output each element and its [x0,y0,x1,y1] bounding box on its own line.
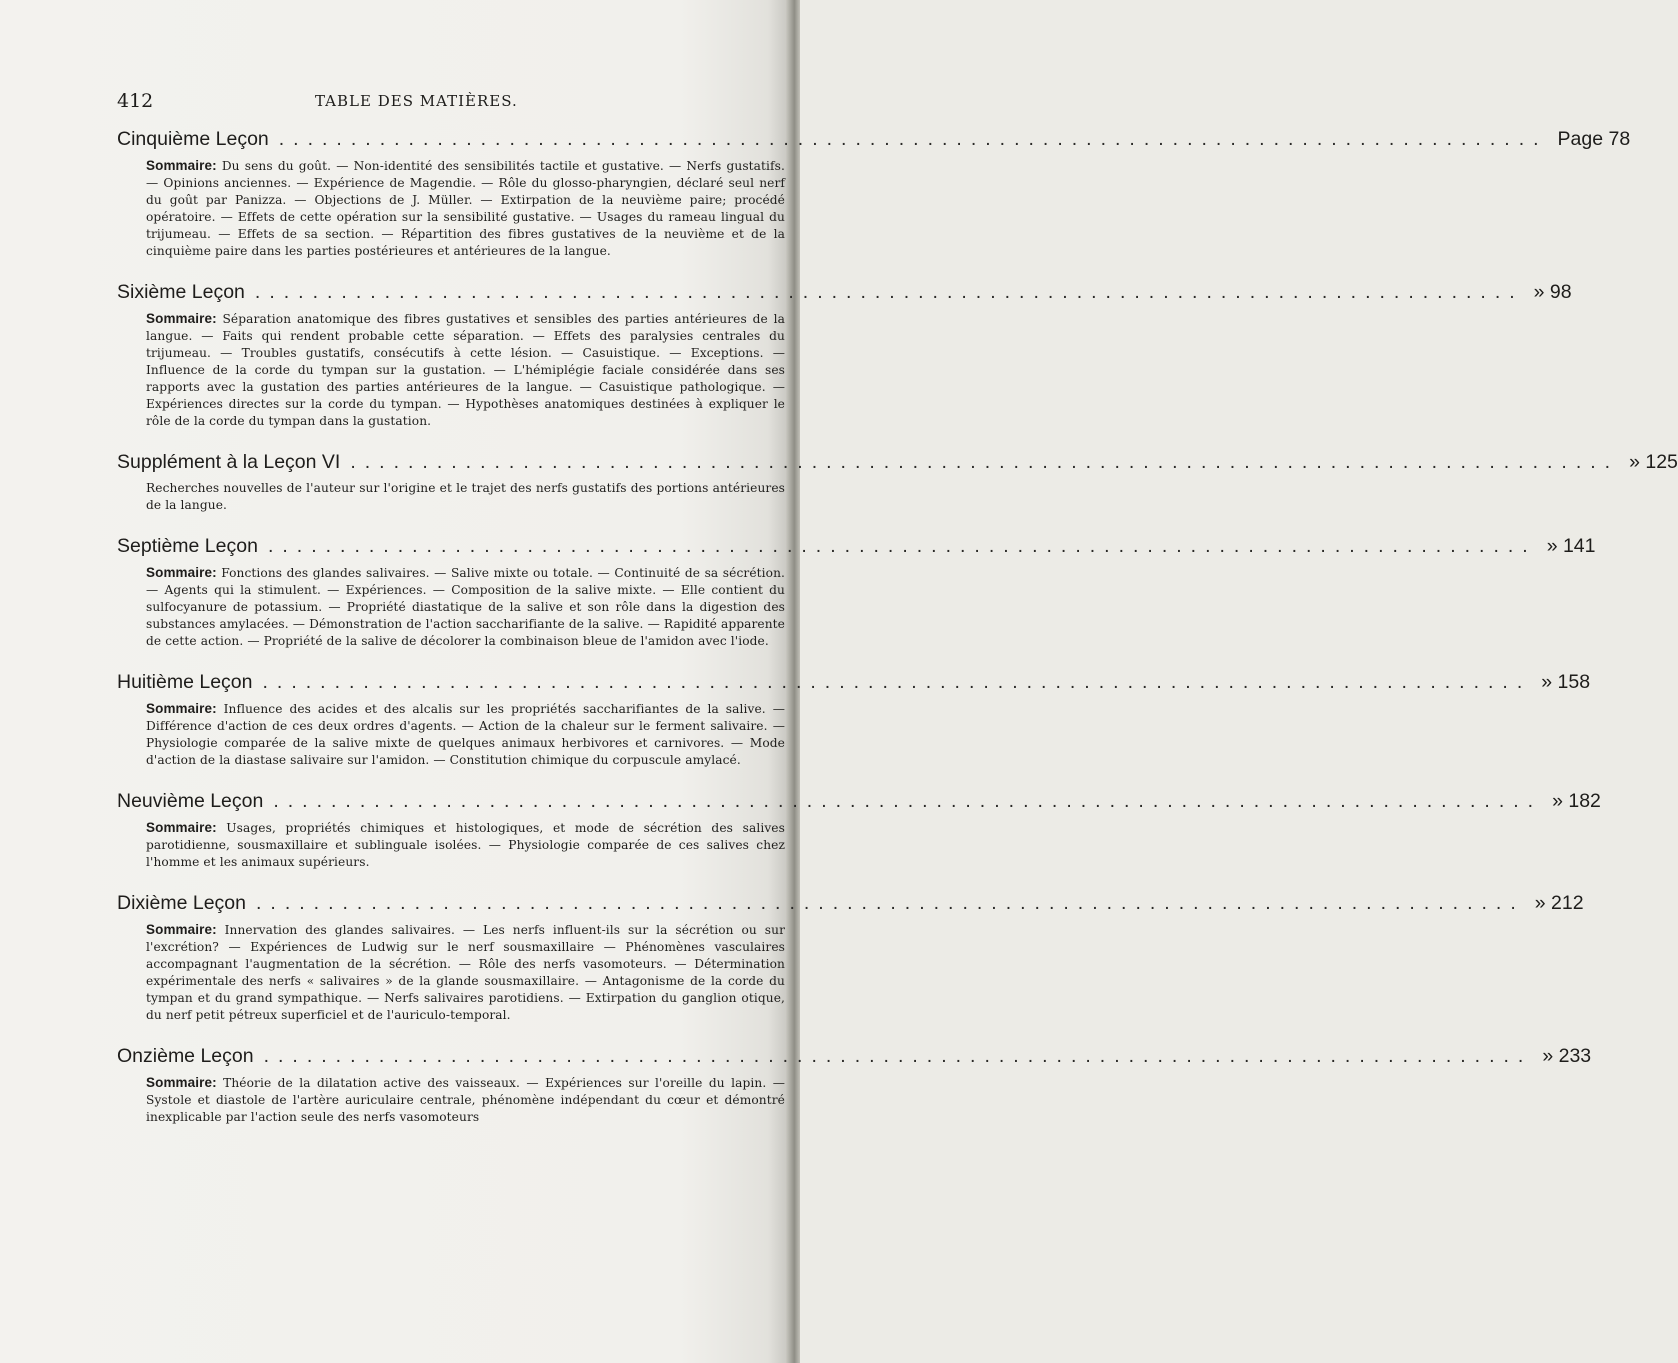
page-header [117,90,717,114]
entry-heading [117,669,1591,695]
entry-heading [117,533,1596,559]
dot-leader: ........................................................................................ [262,671,1532,693]
page-number: 412 [117,90,154,112]
summary-label: Sommaire: [146,820,217,835]
lesson-title: Septième Leçon [117,535,258,557]
table-of-contents [117,126,1678,1145]
lesson-summary [146,564,785,650]
toc-entry [117,890,1584,1024]
summary-label: Sommaire: [146,1075,217,1090]
summary-text: Influence des acides et des alcalis sur les propriétés saccharifiantes de la salive. — Différence d'action de ces deux ordres d'agents. — Action de la chaleur sur le ferment salivaire. — Physiologie comparée de la salive mixte de quelques animaux herbivores et carnivores. — Mode d'action de la diastase salivaire sur l'amidon. — Constitution chimique du corpuscule amylacé. [146,702,785,767]
summary-label: Sommaire: [146,922,217,937]
summary-text: Séparation anatomique des fibres gustatives et sensibles des parties antérieures de la langue. — Faits qui rendent probable cette séparation. — Effets des paralysies centrales du trijumeau. — Troubles gustatifs, consécutifs à cette lésion. — Casuistique. — Exceptions. — Influence de la corde du tympan sur la gustation. — L'hémiplégie faciale considérée dans ses rapports avec la gustation des parties antérieures de la langue. — Casuistique pathologique. — Expériences directes sur la corde du tympan. — Hypothèses anatomiques destinées à expliquer le rôle de la corde du tympan dans la gustation. [146,312,785,428]
summary-text: Recherches nouvelles de l'auteur sur l'origine et le trajet des nerfs gustatifs des portions antérieures de la langue. [146,481,785,512]
toc-entry [117,533,1596,650]
entry-heading [117,279,1572,305]
lesson-title: Dixième Leçon [117,892,246,914]
lesson-summary [146,310,785,430]
dot-leader: ........................................................................................ [255,892,1525,914]
entry-heading [117,126,1631,152]
page-reference: » 141 [1546,535,1596,557]
page-reference: » 233 [1542,1045,1592,1067]
page-reference: » 125 [1629,451,1678,473]
lesson-summary [146,1074,785,1126]
summary-label: Sommaire: [146,158,217,173]
running-title: TABLE DES MATIÈRES. [315,92,518,110]
toc-entry [117,669,1591,769]
toc-entry [117,126,1631,260]
toc-entry [117,449,1678,514]
lesson-summary [146,157,785,260]
entry-heading [117,788,1601,814]
summary-label: Sommaire: [146,565,217,580]
dot-leader: ........................................................................................ [254,281,1524,303]
lesson-title: Onzième Leçon [117,1045,254,1067]
lesson-summary [146,480,785,514]
lesson-title: Cinquième Leçon [117,128,269,150]
dot-leader: ........................................................................................ [278,128,1548,150]
page-reference: Page 78 [1557,128,1631,150]
dot-leader: ........................................................................................ [350,451,1620,473]
summary-label: Sommaire: [146,311,217,326]
summary-text: Du sens du goût. — Non-identité des sensibilités tactile et gustative. — Nerfs gustatifs. — Opinions anciennes. — Expérience de Magendie. — Rôle du glosso-pharyngien, déclaré seul nerf du goût par Panizza. — Objections de J. Müller. — Extirpation de la neuvième paire; procédé opératoire. — Effets de cette opération sur la sensibilité gustative. — Usages du rameau lingual du trijumeau. — Effets de sa section. — Répartition des fibres gustatives de la neuvième et de la cinquième paire dans les parties postérieures et antérieures de la langue. [146,159,785,258]
summary-text: Innervation des glandes salivaires. — Les nerfs influent-ils sur la sécrétion ou sur l'excrétion? — Expériences de Ludwig sur le nerf sousmaxillaire — Phénomènes vasculaires accompagnant l'augmentation de la sécrétion. — Rôle des nerfs vasomoteurs. — Détermination expérimentale des nerfs « salivaires » de la glande sousmaxillaire. — Antagonisme de la corde du tympan et du grand sympathique. — Nerfs salivaires parotidiens. — Extirpation du ganglion otique, du nerf petit pétreux superficiel et de l'auriculo-temporal. [146,923,785,1022]
entry-heading [117,449,1678,475]
toc-entry [117,788,1601,871]
dot-leader: ........................................................................................ [273,790,1543,812]
lesson-title: Neuvième Leçon [117,790,264,812]
lesson-title: Sixième Leçon [117,281,245,303]
page-reference: » 98 [1533,281,1572,303]
lesson-summary [146,921,785,1024]
lesson-summary [146,700,785,769]
dot-leader: ........................................................................................ [263,1045,1533,1067]
summary-text: Usages, propriétés chimiques et histologiques, et mode de sécrétion des salives parotidienne, sousmaxillaire et sublinguale isolées. — Physiologie comparée de ces salives chez l'homme et les animaux supérieurs. [146,821,785,869]
toc-entry [117,1043,1592,1126]
entry-heading [117,1043,1592,1069]
summary-text: Théorie de la dilatation active des vaisseaux. — Expériences sur l'oreille du lapin. — Systole et diastole de l'artère auriculaire centrale, phénomène indépendant du cœur et démontré inexplicable par l'action seule des nerfs vasomoteurs [146,1076,785,1124]
page-reference: » 182 [1552,790,1601,812]
lesson-title: Supplément à la Leçon VI [117,451,341,473]
summary-text: Fonctions des glandes salivaires. — Salive mixte ou totale. — Continuité de sa sécrétion. — Agents qui la stimulent. — Expériences. — Composition de la salive mixte. — Elle contient du sulfocyanure de potassium. — Propriété diastatique de la salive et son rôle dans la digestion des substances amylacées. — Démonstration de l'action saccharifiante de la salive. — Rapidité apparente de cette action. — Propriété de la salive de décolorer la combinaison bleue de l'amidon avec l'iode. [146,566,785,648]
page-reference: » 158 [1541,671,1591,693]
toc-entry [117,279,1572,430]
lesson-summary [146,819,785,871]
entry-heading [117,890,1584,916]
dot-leader: ........................................................................................ [267,535,1537,557]
lesson-title: Huitième Leçon [117,671,253,693]
summary-label: Sommaire: [146,701,217,716]
page-reference: » 212 [1534,892,1584,914]
